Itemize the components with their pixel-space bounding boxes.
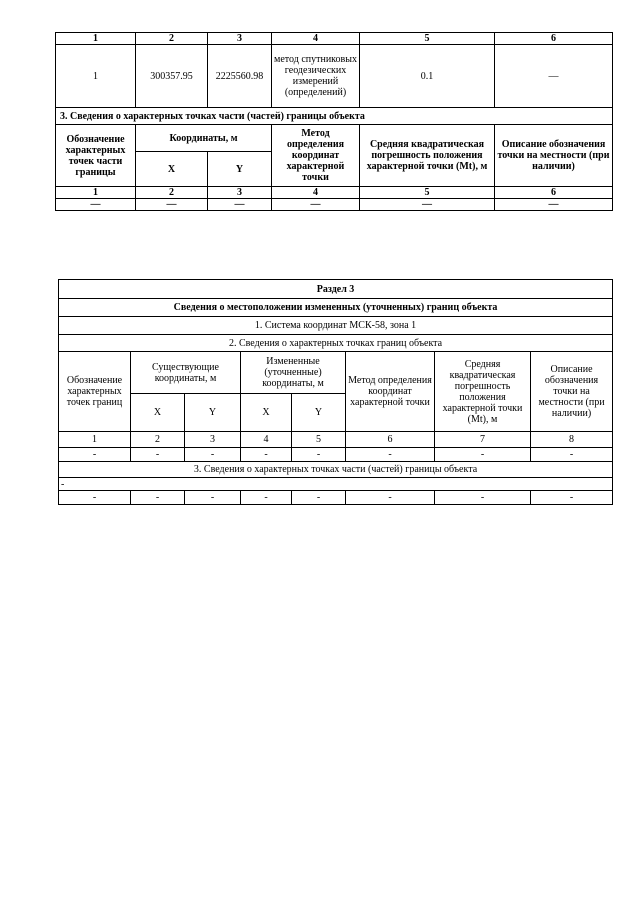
dash-cell: - <box>131 491 185 505</box>
header-coords: Координаты, м <box>136 125 272 152</box>
col-num-8: 8 <box>531 432 613 448</box>
dash-cell: - <box>241 491 292 505</box>
header-mt: Средняя квадратическая погрешность положения характерной точки (Mt), м <box>435 352 531 432</box>
mt-value: 0.1 <box>360 45 495 108</box>
header-y: Y <box>208 152 272 187</box>
header-designation: Обозначение характерных точек границ <box>59 352 131 432</box>
col-num-5: 5 <box>360 187 495 199</box>
section-2-title: 2. Сведения о характерных точках границ объекта <box>59 335 613 352</box>
header-x: X <box>131 394 185 432</box>
dash-cell: - <box>185 448 241 462</box>
point-number: 1 <box>56 45 136 108</box>
col-num-6: 6 <box>495 187 613 199</box>
col-num-7: 7 <box>435 432 531 448</box>
dash-cell: - <box>435 448 531 462</box>
col-num-3: 3 <box>208 187 272 199</box>
empty-cell: — <box>272 199 360 211</box>
col-num-2: 2 <box>131 432 185 448</box>
coordinate-system: 1. Система координат МСК-58, зона 1 <box>59 317 613 335</box>
header-x: X <box>136 152 208 187</box>
header-method: Метод определения координат характерной точки <box>272 125 360 187</box>
col-num-1: 1 <box>56 33 136 45</box>
dash-cell: - <box>292 448 346 462</box>
parts-boundary-table <box>55 32 613 211</box>
col-num-2: 2 <box>136 187 208 199</box>
coord-x: 300357.95 <box>136 45 208 108</box>
col-num-6: 6 <box>346 432 435 448</box>
razdel-3-table <box>58 279 613 505</box>
razdel-title: Раздел 3 <box>59 280 613 299</box>
header-changed-coords: Измененные (уточненные) координаты, м <box>241 352 346 394</box>
header-y: Y <box>292 394 346 432</box>
empty-cell: — <box>208 199 272 211</box>
method: метод спутниковых геодезических измерений (определений) <box>272 45 360 108</box>
section-3-title: 3. Сведения о характерных точках части (частей) границы объекта <box>59 462 613 478</box>
dash-cell: - <box>531 491 613 505</box>
header-method: Метод определения координат характерной точки <box>346 352 435 432</box>
col-num-1: 1 <box>56 187 136 199</box>
header-y: Y <box>185 394 241 432</box>
col-num-4: 4 <box>272 187 360 199</box>
section-title: 3. Сведения о характерных точках части (частей) границы объекта <box>56 108 613 125</box>
dash-cell: - <box>59 448 131 462</box>
header-designation: Обозначение характерных точек части границы <box>56 125 136 187</box>
header-x: X <box>241 394 292 432</box>
description: — <box>495 45 613 108</box>
col-num-4: 4 <box>272 33 360 45</box>
header-description: Описание обозначения точки на местности (при наличии) <box>495 125 613 187</box>
col-num-4: 4 <box>241 432 292 448</box>
coord-y: 2225560.98 <box>208 45 272 108</box>
dash-cell: - <box>292 491 346 505</box>
dash-cell: - <box>346 448 435 462</box>
col-num-5: 5 <box>360 33 495 45</box>
dash-cell: - <box>59 491 131 505</box>
razdel-subtitle: Сведения о местоположении измененных (уточненных) границ объекта <box>59 299 613 317</box>
empty-cell: — <box>360 199 495 211</box>
dash-cell: - <box>346 491 435 505</box>
col-num-1: 1 <box>59 432 131 448</box>
dash-cell: - <box>241 448 292 462</box>
col-num-6: 6 <box>495 33 613 45</box>
header-description: Описание обозначения точки на местности (при наличии) <box>531 352 613 432</box>
col-num-2: 2 <box>136 33 208 45</box>
empty-cell: — <box>136 199 208 211</box>
header-existing-coords: Существующие координаты, м <box>131 352 241 394</box>
dash-cell: - <box>531 448 613 462</box>
dash-cell: - <box>185 491 241 505</box>
col-num-5: 5 <box>292 432 346 448</box>
header-mt: Средняя квадратическая погрешность положения характерной точки (Mt), м <box>360 125 495 187</box>
dash-cell: - <box>131 448 185 462</box>
empty-cell: — <box>56 199 136 211</box>
dash-cell: - <box>435 491 531 505</box>
empty-cell: — <box>495 199 613 211</box>
col-num-3: 3 <box>208 33 272 45</box>
col-num-3: 3 <box>185 432 241 448</box>
section-3-subrow: - <box>59 478 613 491</box>
